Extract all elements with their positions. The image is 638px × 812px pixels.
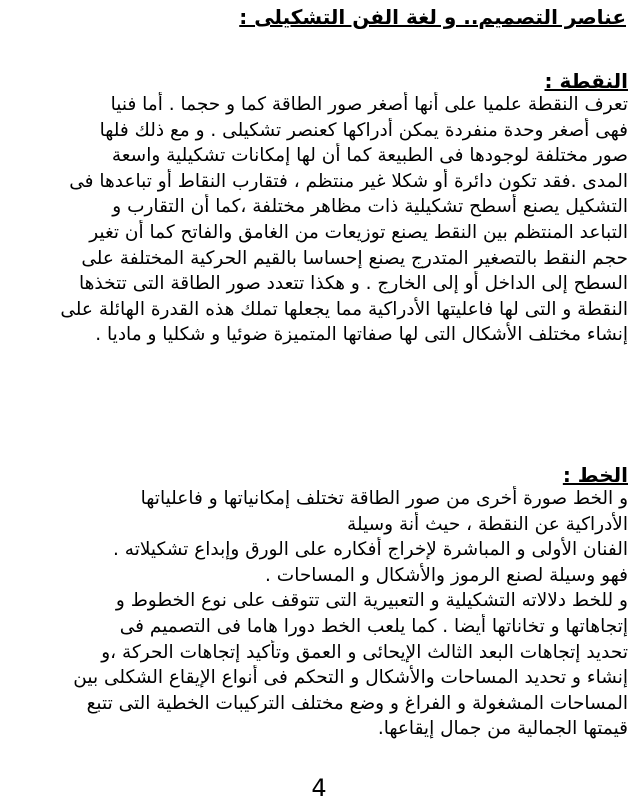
paragraph-line: و للخط دلالاته التشكيلية و التعبيرية التى تتوقف على نوع الخطوط و (115, 590, 628, 612)
paragraph-line: الفنان الأولى و المباشرة لإخراج أفكاره على الورق وإبداع تشكيلاته . (113, 539, 628, 561)
page-title: عناصر التصميم.. و لغة الفن التشكيلى : (239, 5, 626, 29)
paragraph-line: التشكيل يصنع أسطح تشكيلية ذات مظاهر مختلفة ،كما أن التقارب و (112, 196, 628, 218)
paragraph-line: صور مختلفة لوجودها فى الطبيعة كما أن لها إمكانات تشكيلية واسعة (111, 145, 628, 167)
paragraph-line: إنشاء و تحديد المساحات والأشكال و التحكم فى أنواع الإيقاع الشكلى بين (73, 667, 628, 689)
paragraph-line: فهو وسيلة لصنع الرموز والأشكال و المساحات . (265, 564, 628, 586)
paragraph-line: تعرف النقطة علميا على أنها أصغر صور الطاقة كما و حجما . أما فنيا (110, 94, 628, 115)
paragraph-line: حجم النقط بالتصغير المتدرج يصنع إحساسا بالقيم الحركية المختلفة على (81, 247, 628, 269)
paragraph-line: قيمتها الجمالية من جمال إيقاعها. (377, 718, 628, 740)
paragraph-line: فهى أصغر وحدة منفردة يمكن أدراكها كعنصر تشكيلى . و مع ذلك فلها (99, 119, 628, 141)
paragraph-line: الأدراكية عن النقطة ، حيث أنة وسيلة (347, 513, 628, 535)
section-heading-point: النقطة : (544, 69, 628, 93)
paragraph-line: تحديد إتجاهات البعد الثالث الإيحائى و العمق وتأكيد إتجاهات الحركة ،و (101, 641, 628, 663)
paragraph-line: النقطة و التى لها فاعليتها الأدراكية مما يجعلها تملك هذه القدرة الهائلة على (60, 298, 628, 320)
paragraph-line: و الخط صورة أخرى من صور الطاقة تختلف إمكانياتها و فاعلياتها (140, 488, 628, 509)
paragraph-line: إتجاهاتها و تخاناتها أيضا . كما يلعب الخط دورا هاما فى التصميم فى (119, 615, 628, 637)
paragraph-line: التباعد المنتظم بين النقط يصنع توزيعات من الغامق والفاتح كما أن تغير (89, 221, 628, 243)
section-heading-line: الخط : (562, 463, 628, 487)
paragraph-line: إنشاء مختلف الأشكال التى لها صفاتها المتميزة ضوئيا و شكليا و ماديا . (95, 324, 628, 346)
paragraph-line: السطح إلى الداخل أو إلى الخارج . و هكذا تتعدد صور الطاقة التى تتخذها (79, 273, 628, 295)
page-number: 4 (311, 774, 327, 802)
paragraph-line: المساحات المشغولة و الفراغ و وضع مختلف التركيبات الخطية التى تتبع (86, 692, 628, 714)
point-paragraph (12, 92, 628, 348)
paragraph-line: المدى .فقد تكون دائرة أو شكلا غير منتظم ، فتقارب النقاط أو تباعدها فى (69, 170, 628, 192)
line-paragraph (12, 486, 628, 742)
